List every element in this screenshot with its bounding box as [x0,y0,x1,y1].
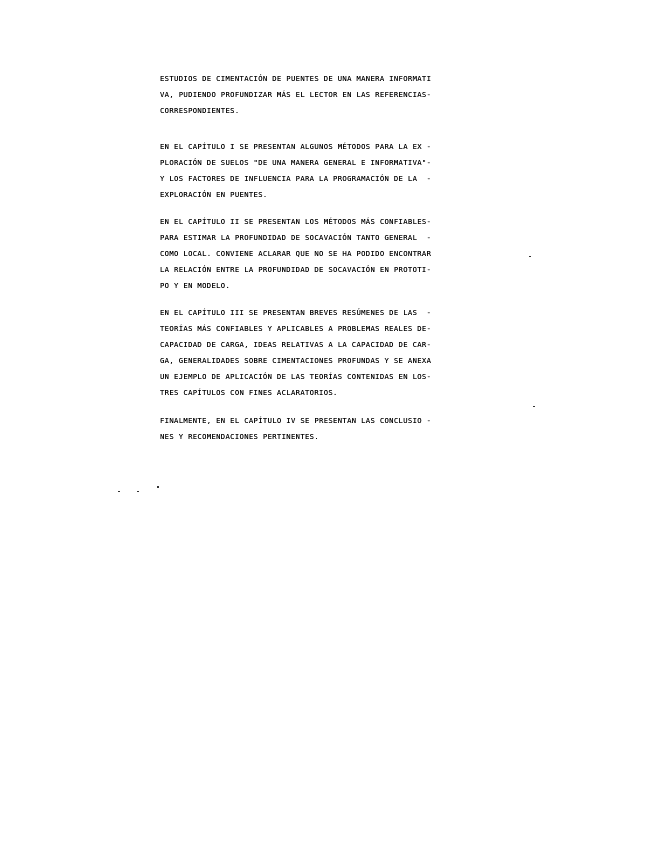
scan-speck [529,256,531,257]
text-line: COMO LOCAL. CONVIENE ACLARAR QUE NO SE HA PODIDO ENCONTRAR [160,249,432,258]
text-line: UN EJEMPLO DE APLICACIÓN DE LAS TEORÍAS CONTENIDAS EN LOS- [160,372,432,381]
paragraph-chapter-4 [160,413,520,445]
scan-speck [533,406,535,407]
text-line: Y LOS FACTORES DE INFLUENCIA PARA LA PROGRAMACIÓN DE LA - [160,174,432,183]
text-line: EN EL CAPÍTULO I SE PRESENTAN ALGUNOS MÉTODOS PARA LA EX - [160,142,432,151]
scan-speck [118,491,120,492]
text-line: TRES CAPÍTULOS CON FINES ACLARATORIOS. [160,388,338,397]
text-line: VA, PUDIENDO PROFUNDIZAR MÁS EL LECTOR EN LAS REFERENCIAS- [160,90,432,99]
text-line: FINALMENTE, EN EL CAPÍTULO IV SE PRESENTAN LAS CONCLUSIO - [160,416,432,425]
text-line: LA RELACIÓN ENTRE LA PROFUNDIDAD DE SOCAVACIÓN EN PROTOTI- [160,265,432,274]
text-line: CAPACIDAD DE CARGA, IDEAS RELATIVAS A LA CAPACIDAD DE CAR- [160,340,432,349]
text-line: TEORÍAS MÁS CONFIABLES Y APLICABLES A PROBLEMAS REALES DE- [160,324,432,333]
text-line: PLORACIÓN DE SUELOS "DE UNA MANERA GENERAL E INFORMATIVA"- [160,158,432,167]
text-line: EN EL CAPÍTULO III SE PRESENTAN BREVES RESÚMENES DE LAS - [160,308,432,317]
paragraph-intro-continuation [160,71,520,119]
paragraph-chapter-3 [160,305,520,401]
scan-speck [137,491,139,492]
scan-speck [157,486,159,488]
text-line: EN EL CAPÍTULO II SE PRESENTAN LOS MÉTODOS MÁS CONFIABLES- [160,217,432,226]
text-line: GA, GENERALIDADES SOBRE CIMENTACIONES PROFUNDAS Y SE ANEXA [160,356,432,365]
text-line: NES Y RECOMENDACIONES PERTINENTES. [160,432,320,441]
paragraph-chapter-2 [160,214,520,294]
paragraph-chapter-1 [160,139,520,203]
text-line: ESTUDIOS DE CIMENTACIÓN DE PUENTES DE UNA MANERA INFORMATI [160,74,432,83]
text-line: PO Y EN MODELO. [160,281,231,290]
text-line: PARA ESTIMAR LA PROFUNDIDAD DE SOCAVACIÓN TANTO GENERAL - [160,233,432,242]
text-line: EXPLORACIÓN EN PUENTES. [160,190,268,199]
text-line: CORRESPONDIENTES. [160,106,240,115]
